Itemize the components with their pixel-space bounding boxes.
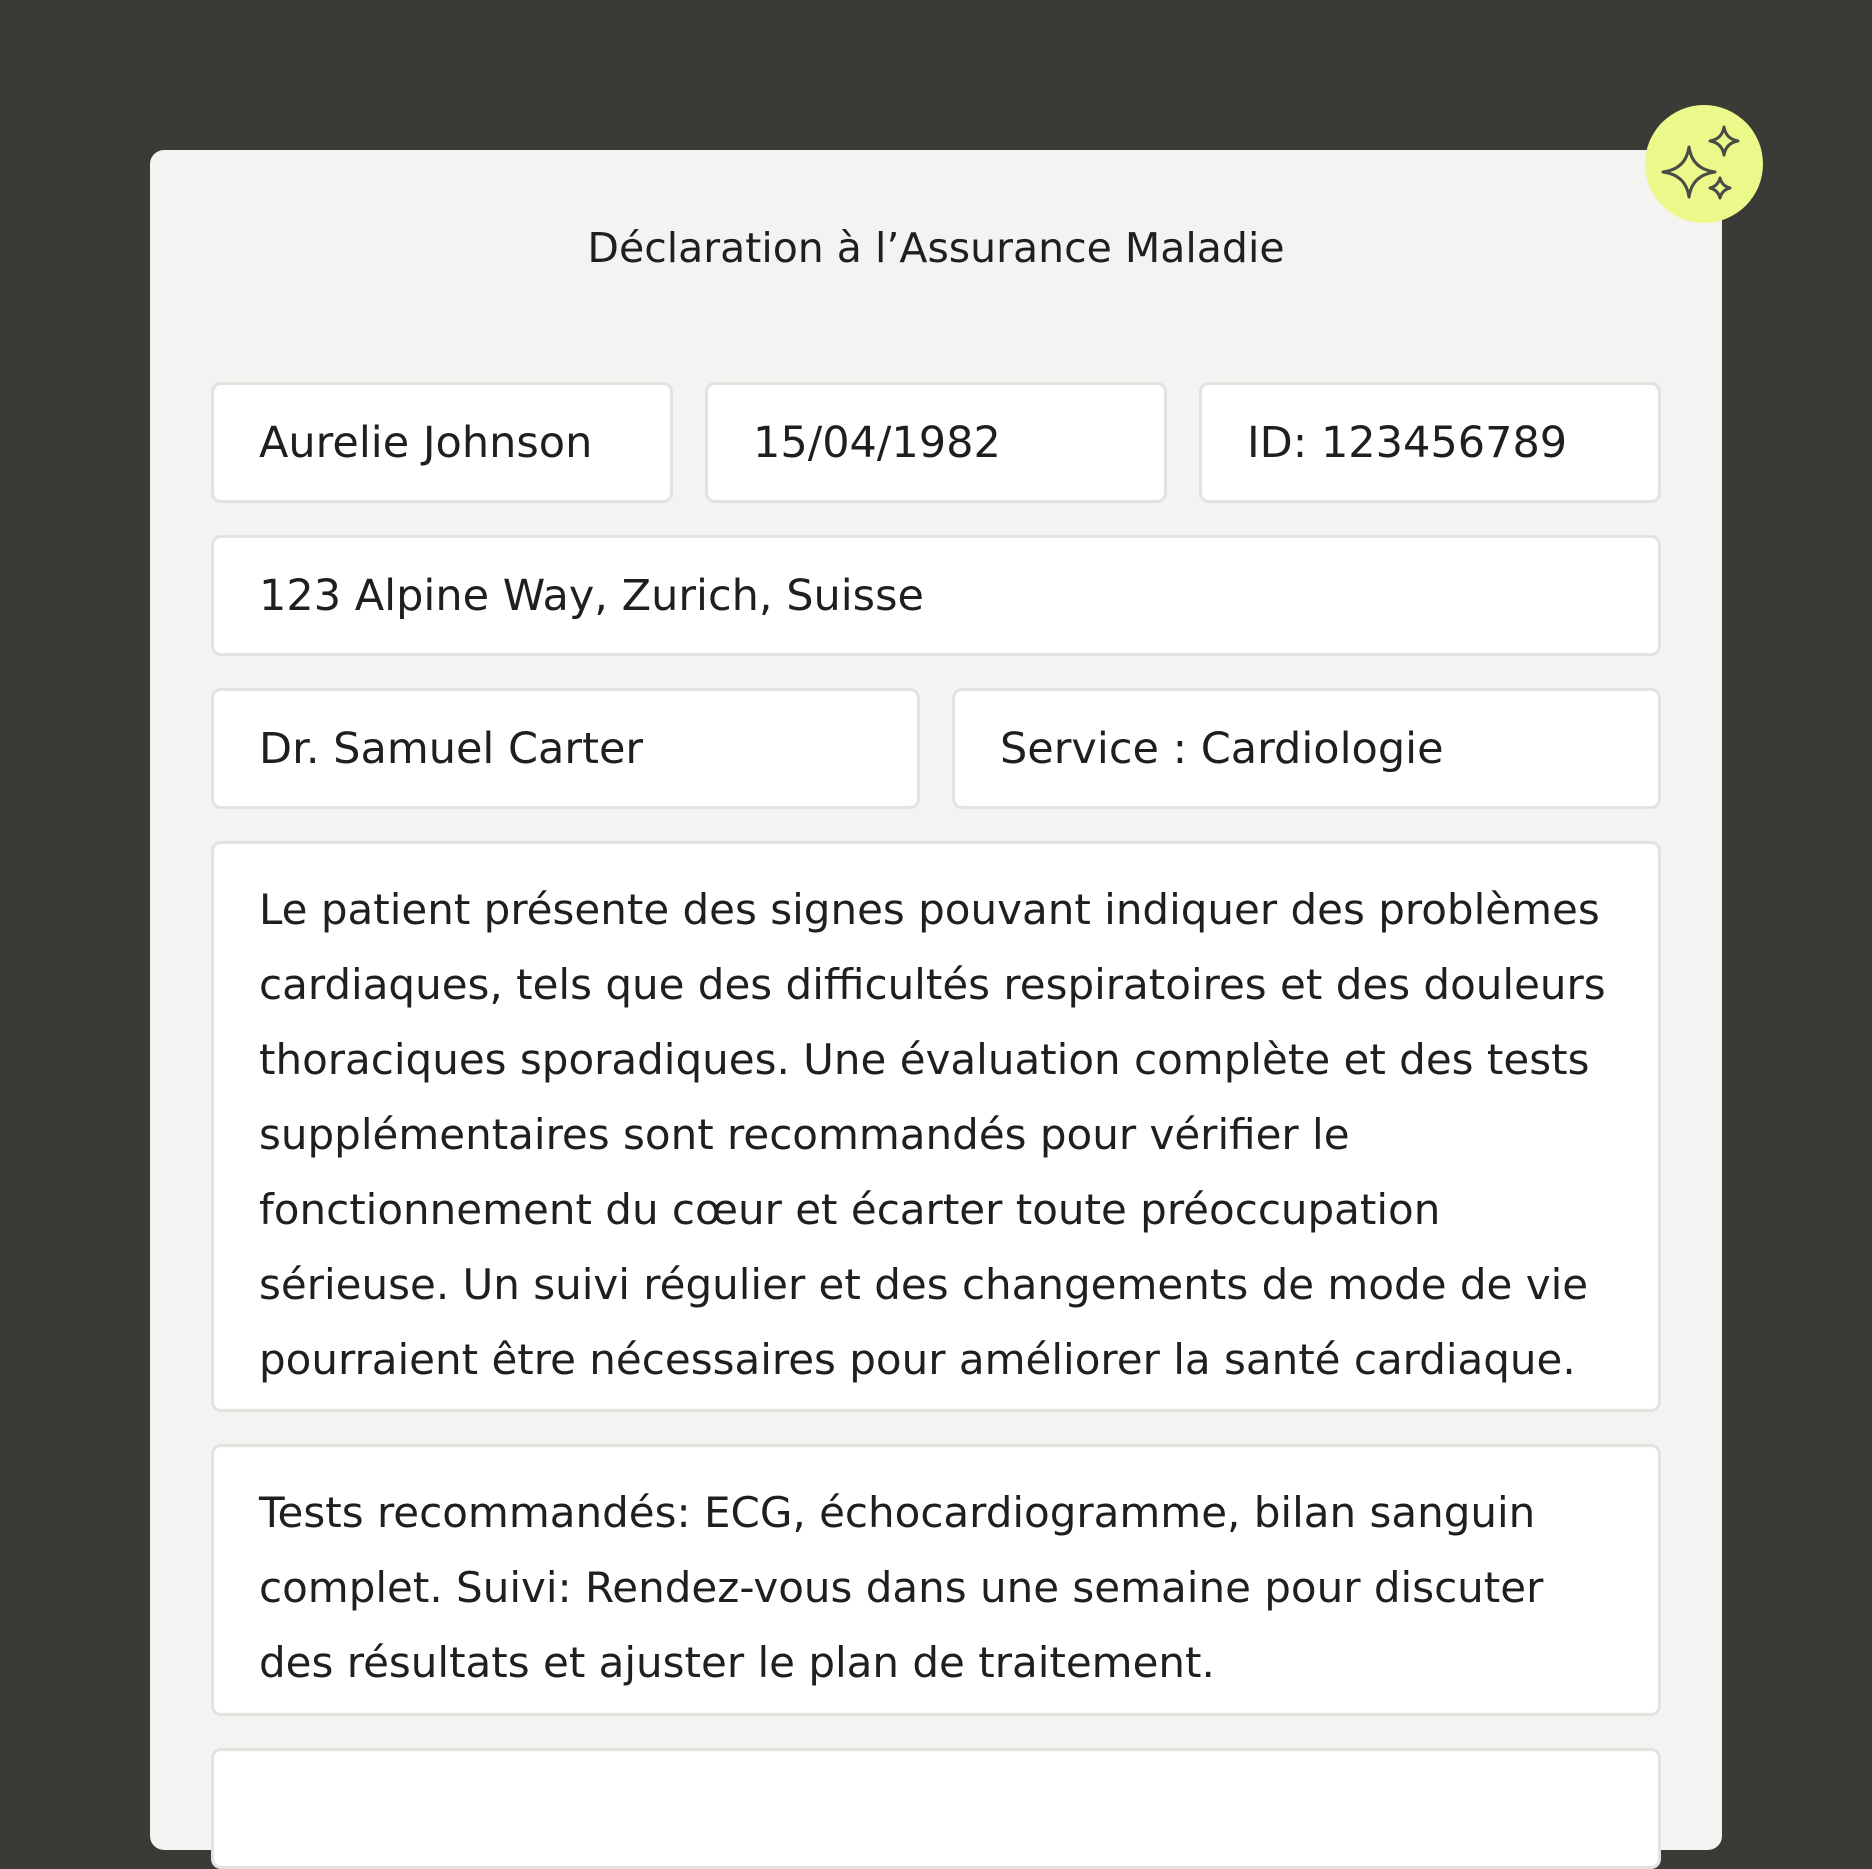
- ai-assist-button[interactable]: [1645, 105, 1763, 223]
- sparkles-icon: [1645, 105, 1763, 223]
- next-field[interactable]: [211, 1748, 1661, 1869]
- birth-date-field[interactable]: 15/04/1982: [705, 382, 1167, 503]
- patient-name-field[interactable]: Aurelie Johnson: [211, 382, 673, 503]
- recommendations-textarea[interactable]: Tests recommandés: ECG, échocardiogramme, bilan sanguin complet. Suivi: Rendez-vous dans une semaine pour discuter des résultats et ajuster le plan de traitement.: [211, 1444, 1661, 1716]
- diagnosis-textarea[interactable]: Le patient présente des signes pouvant indiquer des problèmes cardiaques, tels que des difficultés respiratoires et des douleurs thoraciques sporadiques. Une évaluation complète et des tests supplémentaires sont recommandés pour vérifier le fonctionnement du cœur et écarter toute préoccupation sérieuse. Un suivi régulier et des changements de mode de vie pourraient être nécessaires pour améliorer la santé cardiaque.: [211, 841, 1661, 1412]
- doctor-field[interactable]: Dr. Samuel Carter: [211, 688, 920, 809]
- form-title: Déclaration à l’Assurance Maladie: [587, 224, 1285, 272]
- patient-id-field[interactable]: ID: 123456789: [1199, 382, 1661, 503]
- address-field[interactable]: 123 Alpine Way, Zurich, Suisse: [211, 535, 1661, 656]
- service-field[interactable]: Service : Cardiologie: [952, 688, 1661, 809]
